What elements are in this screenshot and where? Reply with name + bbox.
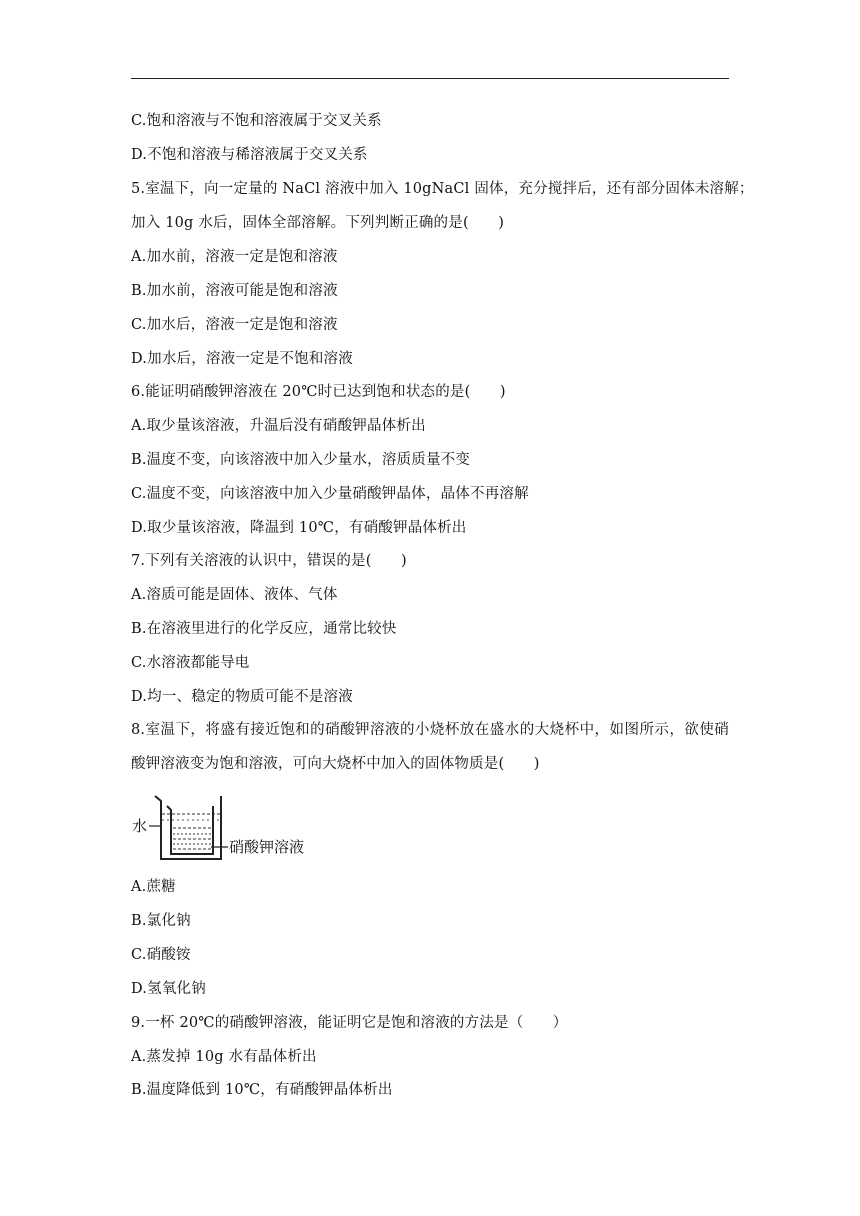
option-9a: A.蒸发掉 10g 水有晶体析出 bbox=[131, 1049, 317, 1065]
solution-label: 硝酸钾溶液 bbox=[229, 838, 305, 856]
question-9-stem: 9.一杯 20℃的硝酸钾溶液，能证明它是饱和溶液的方法是（ ） bbox=[131, 1015, 568, 1031]
option-7a: A.溶质可能是固体、液体、气体 bbox=[131, 587, 338, 603]
option-8c: C.硝酸铵 bbox=[131, 947, 191, 963]
option-9b: B.温度降低到 10℃，有硝酸钾晶体析出 bbox=[131, 1082, 393, 1098]
option-7b: B.在溶液里进行的化学反应，通常比较快 bbox=[131, 621, 397, 637]
option-8d: D.氢氧化钠 bbox=[131, 981, 206, 997]
question-8-stem-line2: 酸钾溶液变为饱和溶液，可向大烧杯中加入的固体物质是( ) bbox=[131, 756, 540, 772]
option-6c: C.温度不变，向该溶液中加入少量硝酸钾晶体，晶体不再溶解 bbox=[131, 486, 529, 502]
header-rule bbox=[131, 78, 729, 79]
option-4d: D.不饱和溶液与稀溶液属于交叉关系 bbox=[131, 147, 368, 163]
option-5d: D.加水后，溶液一定是不饱和溶液 bbox=[131, 351, 353, 367]
water-label: 水 bbox=[132, 817, 148, 835]
option-4c: C.饱和溶液与不饱和溶液属于交叉关系 bbox=[131, 113, 382, 129]
question-7-stem: 7.下列有关溶液的认识中，错误的是( ) bbox=[131, 553, 407, 569]
question-5-stem-line2: 加入 10g 水后，固体全部溶解。下列判断正确的是( ) bbox=[131, 215, 505, 231]
option-8b: B.氯化钠 bbox=[131, 913, 191, 929]
small-beaker-outline bbox=[167, 806, 213, 854]
question-5-stem-line1: 5.室温下，向一定量的 NaCl 溶液中加入 10gNaCl 固体，充分搅拌后，还有部分固体未溶解； bbox=[131, 181, 754, 197]
beaker-diagram bbox=[131, 793, 321, 865]
option-5b: B.加水前，溶液可能是饱和溶液 bbox=[131, 283, 338, 299]
option-5a: A.加水前，溶液一定是饱和溶液 bbox=[131, 249, 338, 265]
option-8a: A.蔗糖 bbox=[131, 879, 176, 895]
option-6d: D.取少量该溶液，降温到 10℃，有硝酸钾晶体析出 bbox=[131, 520, 467, 536]
beaker-figure bbox=[131, 793, 321, 865]
option-5c: C.加水后，溶液一定是饱和溶液 bbox=[131, 317, 338, 333]
option-7c: C.水溶液都能导电 bbox=[131, 655, 250, 671]
question-6-stem: 6.能证明硝酸钾溶液在 20℃时已达到饱和状态的是( ) bbox=[131, 384, 506, 400]
question-8-stem-line1: 8.室温下，将盛有接近饱和的硝酸钾溶液的小烧杯放在盛水的大烧杯中，如图所示，欲使硝 bbox=[131, 722, 729, 738]
option-6b: B.温度不变，向该溶液中加入少量水，溶质质量不变 bbox=[131, 452, 471, 468]
option-7d: D.均一、稳定的物质可能不是溶液 bbox=[131, 689, 353, 705]
option-6a: A.取少量该溶液，升温后没有硝酸钾晶体析出 bbox=[131, 418, 426, 434]
